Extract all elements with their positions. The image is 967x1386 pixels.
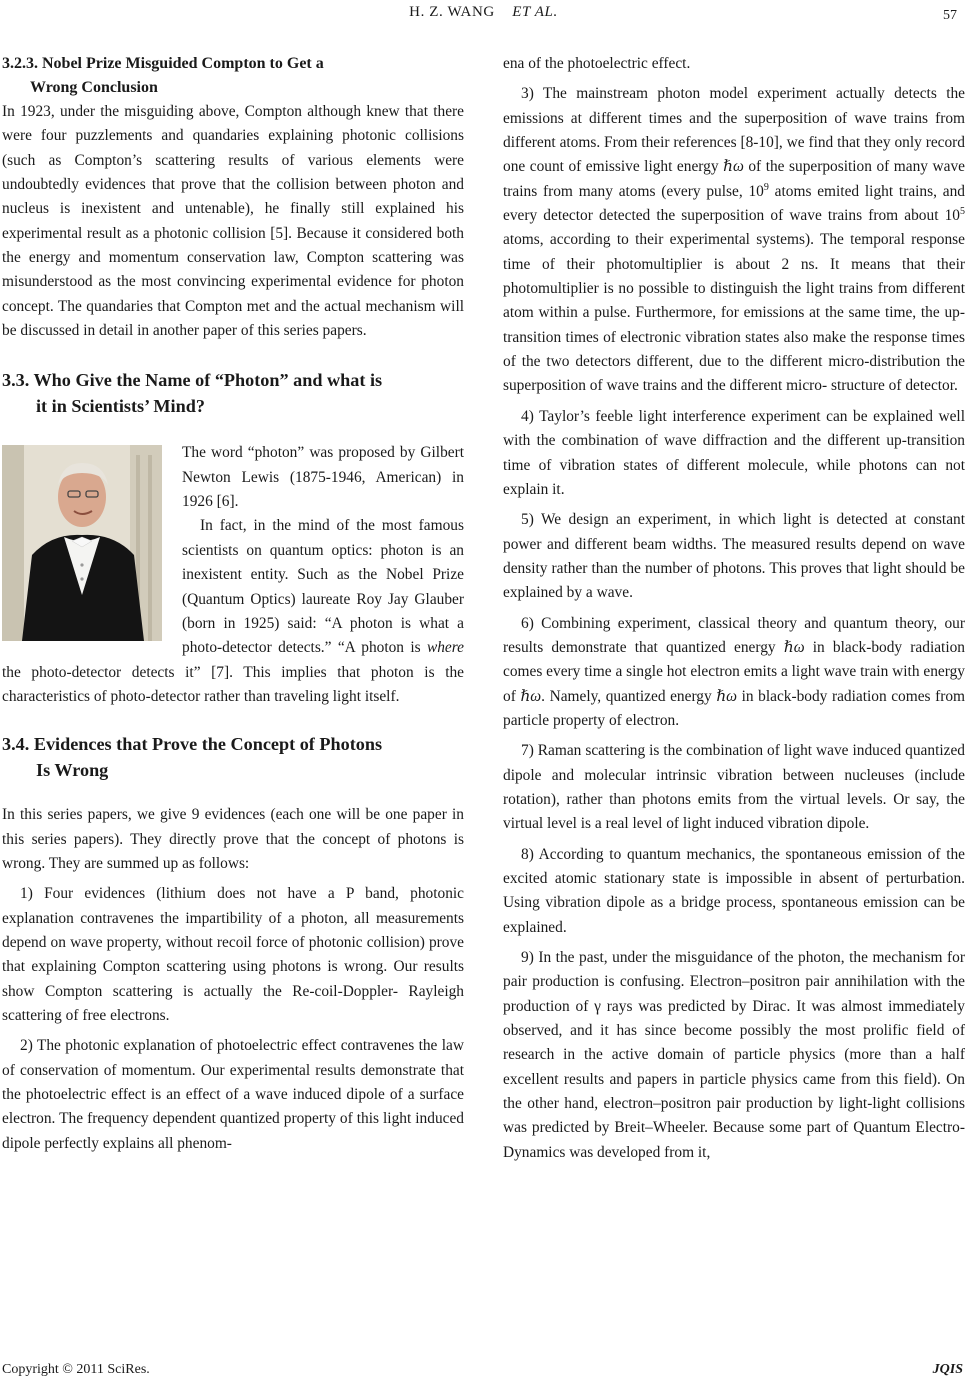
- paragraph-evidence-8: 8) According to quantum mechanics, the spontaneous emission of the excited atomic stationary state is impossible in absent of perturbation. Using vibration dipole as a bridge process, spontaneous emission can be explained.: [503, 845, 965, 936]
- evidence-6-text-d: in black-body radiation comes from particle property of electron.: [503, 687, 965, 729]
- hbar-omega-symbol: ℏω: [783, 638, 805, 656]
- photo-section: [2, 441, 464, 709]
- heading-line-2: Is Wrong: [36, 760, 109, 781]
- evidence-3-text-c: atoms emited light trains, and every detector detected the superposition of wave trains from about 10: [503, 182, 965, 225]
- paragraph-evidences-intro: In this series papers, we give 9 evidences (each one will be one paper in this series papers). They directly prove that the concept of photons is wrong. They are summed up as follows:: [2, 806, 464, 872]
- glauber-portrait-image: [2, 445, 162, 641]
- running-head-authors: H. Z. WANG: [409, 4, 495, 20]
- exponent-5: 5: [960, 205, 965, 217]
- paragraph-evidence-1: 1) Four evidences (lithium does not have a P band, photonic explanation contravenes the impartibility of a photon, all measurements depend on wave property, without recoil force of photonic collision) prove that explaining Compton scattering using photons is wrong. Our results show Compton scattering is actually the Re-coil-Doppler- Rayleigh scattering of free electrons.: [2, 885, 464, 1024]
- heading-line-2: Wrong Conclusion: [30, 79, 158, 96]
- evidence-6-text-b: in black-body radiation comes every time a single hot electron emits a light wave train with energy of: [503, 638, 965, 705]
- paragraph-photon-name: The word “photon” was proposed by Gilbert Newton Lewis (1875-1946, American) in 1926 [6].: [182, 444, 464, 511]
- copyright-notice: Copyright © 2011 SciRes.: [2, 1362, 150, 1377]
- page-number: 57: [943, 8, 957, 23]
- glauber-text-b: the photo-detector detects it” [7]. This implies that photon is the characteristics of photo-detector rather than traveling light itself.: [2, 663, 464, 705]
- paragraph-evidence-9: 9) In the past, under the misguidance of the photon, the mechanism for pair production is confusing. Electron–positron pair annihilation with the production of γ rays was predicted by Dirac. It was almost immediately observed, and it has since become possibly the most prolific field of research in the active domain of particle physics (more than a half excellent results and papers in particle physics came from this field). On the other hand, electron–positron pair production by light-light collisions was predicted by Breit–Wheeler. Because some part of Quantum Electro-Dynamics was developed from it,: [503, 949, 965, 1161]
- evidence-3-text-d: atoms, according to their experimental systems). The temporal response time of their photomultiplier is about 2 ns. It means that their photomultiplier is no possible to distinguish the light trains from different atom within a pulse. Furthermore, for emissions at the same time, the up-transition times of electronic vibration states also make the response times of the two detectors different, due to the different micro-distribution the superposition of wave trains and the different micro- structure of detector.: [503, 231, 965, 395]
- heading-line-1: 3.4. Evidences that Prove the Concept of Photons: [2, 734, 383, 755]
- glauber-text-a: In fact, in the mind of the most famous scientists on quantum optics: photon is an inexistent entity. Such as the Nobel Prize (Quantum Optics) laureate Roy Jay Glauber (born in 1925) said: “A photon is what a photo-detector detects.” “A photon is: [182, 517, 464, 657]
- hbar-omega-symbol: ℏω: [716, 687, 738, 705]
- section-heading-3-4: [2, 731, 464, 783]
- journal-abbreviation: JQIS: [932, 1362, 963, 1377]
- evidence-3-text-b: of the superposition of many wave trains from many atoms (every pulse, 10: [503, 158, 965, 200]
- paragraph-evidence-5: 5) We design an experiment, in which light is detected at constant power and different beam widths. The measured results depend on wave density rather than the number of photons. This proves that light should be explained by a wave.: [503, 511, 965, 602]
- section-heading-3-3: [2, 367, 464, 419]
- paragraph-evidence-2-continued: ena of the photoelectric effect.: [503, 55, 691, 72]
- page-header: [0, 2, 967, 26]
- heading-line-1: 3.2.3. Nobel Prize Misguided Compton to Get a: [2, 55, 324, 72]
- paragraph-evidence-6: [503, 612, 965, 734]
- paragraph-compton: In 1923, under the misguiding above, Compton although knew that there were four puzzlements and quandaries explaining photonic collisions (such as Compton’s scattering results of various elements were undoubtedly evidences that prove that the collision between photon and nucleus is inexistent and untenable), he finally still explained his experimental result as a photonic collision [5]. Because it considered both the energy and momentum conservation law, Compton scattering was misunderstood as the most convincing experimental evidence for photon concept. The quandaries that Compton met and the actual mechanism will be discussed in detail in another paper of this series papers.: [2, 103, 464, 340]
- heading-line-2: it in Scientists’ Mind?: [36, 396, 205, 417]
- evidence-6-text-a: 6) Combining experiment, classical theory and quantum theory, our results demonstrate that quantized energy: [503, 614, 965, 656]
- running-head: [0, 4, 967, 21]
- left-column: [2, 52, 464, 1156]
- evidence-6-text-c: . Namely, quantized energy: [541, 687, 717, 705]
- evidence-3-text-a: 3) The mainstream photon model experiment actually detects the emissions at different times and the superposition of wave trains from different atoms. From their references [8-10], we find that they only record one count of emissive light energy: [503, 85, 965, 176]
- paragraph-evidence-2: 2) The photonic explanation of photoelectric effect contravenes the law of conservation of momentum. Our experimental results demonstrate that the photoelectric effect is an effect of a wave induced dipole of a surface electron. The frequency dependent quantized property of this light induced dipole perfectly explains all phenom-: [2, 1037, 464, 1152]
- hbar-omega-symbol: ℏω: [723, 158, 744, 176]
- hbar-omega-symbol: ℏω: [520, 687, 542, 705]
- glauber-italic-where: where: [426, 639, 464, 657]
- paragraph-evidence-7: 7) Raman scattering is the combination of light wave induced quantized dipole and molecular intrinsic vibration between nucleuses (include rotation), rather than photons emits from the virtual levels. Or say, the virtual level is a real level of light induced vibration dipole.: [503, 742, 965, 833]
- paragraph-evidence-3: [503, 82, 965, 398]
- exponent-9: 9: [763, 181, 769, 193]
- heading-line-1: 3.3. Who Give the Name of “Photon” and what is: [2, 370, 383, 391]
- running-head-etal: ET AL.: [512, 4, 558, 20]
- paragraph-evidence-4: 4) Taylor’s feeble light interference experiment can be explained well with the combination of wave diffraction and the different up-transition time of vibration states of different molecule, while photons can not explain it.: [503, 407, 965, 498]
- page-footer: [0, 1362, 967, 1382]
- section-heading-3-2-3: [2, 52, 464, 100]
- right-column: [503, 52, 965, 1165]
